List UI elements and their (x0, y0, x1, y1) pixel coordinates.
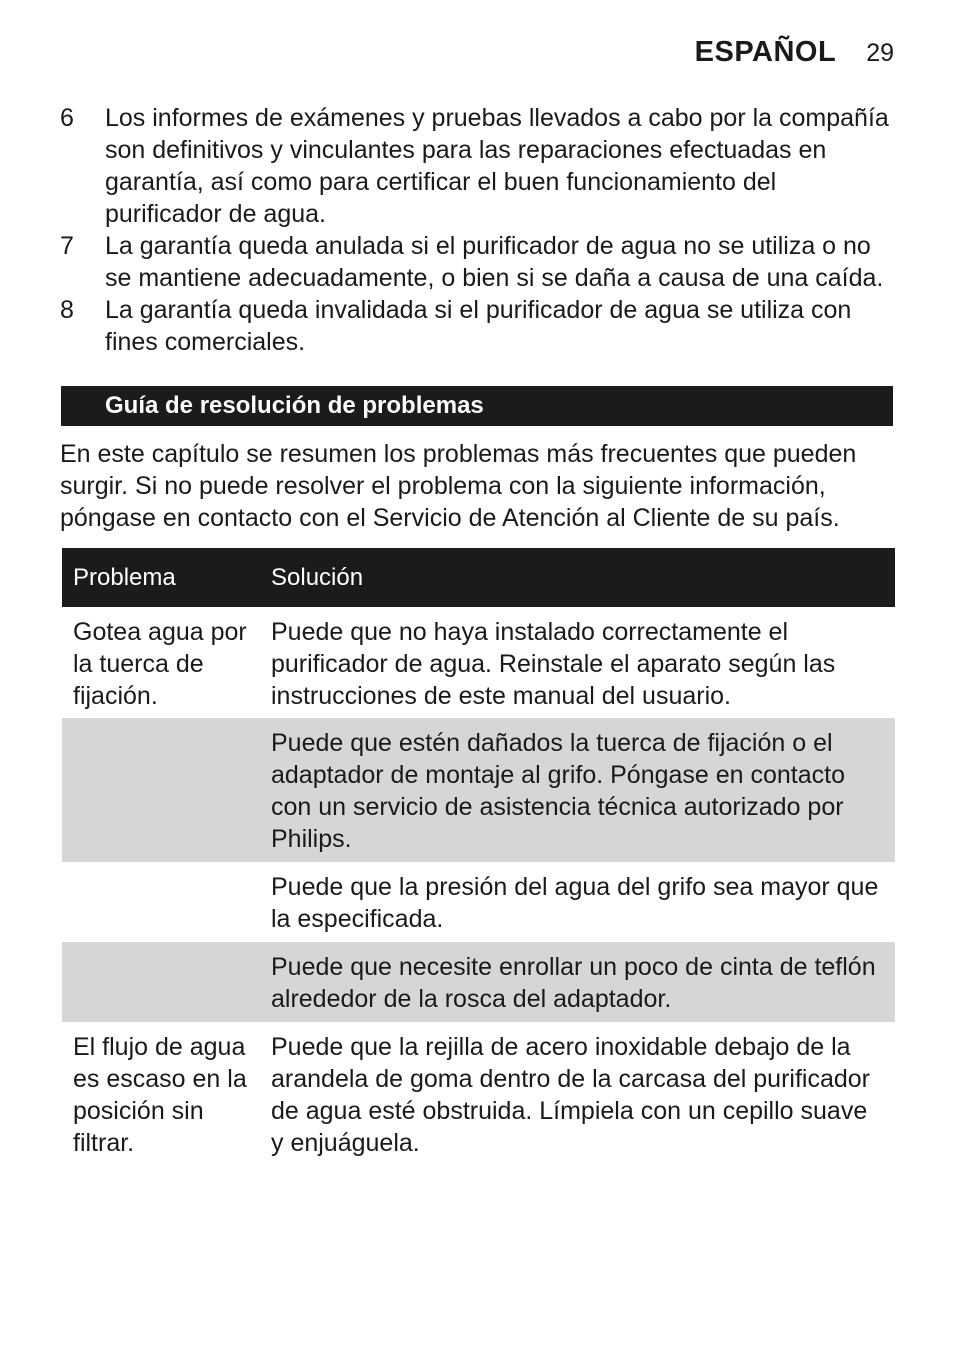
list-item-number: 7 (60, 232, 74, 260)
troubleshooting-table (62, 548, 895, 1159)
table-row (62, 1022, 895, 1159)
problem-cell (62, 871, 271, 942)
table-row (62, 607, 895, 718)
solution-cell: Puede que la presión del agua del grifo sea mayor que la especificada. (271, 873, 879, 933)
solution-cell: Puede que la rejilla de acero inoxidable debajo de la arandela de goma dentro de la carcasa del purificador de agua esté obstruida. Límpiela con un cepillo suave y enjuáguela. (271, 1033, 870, 1157)
header-solution: Solución (271, 563, 364, 591)
list-item-number: 8 (60, 296, 74, 324)
solution-cell: Puede que estén dañados la tuerca de fijación o el adaptador de montaje al grifo. Póngase en contacto con un servicio de asistencia técnica autorizado por Philips. (271, 729, 846, 853)
header-problem: Problema (73, 563, 176, 591)
table-header (62, 548, 895, 607)
page-header (695, 36, 894, 69)
list-item-text: La garantía queda anulada si el purificador de agua no se utiliza o no se mantiene adecuadamente, o bien si se daña a causa de una caída. (105, 232, 884, 292)
problem-cell (62, 951, 271, 1022)
problem-cell: El flujo de agua es escaso en la posición sin filtrar. (73, 1033, 247, 1157)
table-row (62, 862, 895, 942)
problem-cell (62, 727, 271, 862)
list-item-number: 6 (60, 104, 74, 132)
solution-cell: Puede que necesite enrollar un poco de cinta de teflón alrededor de la rosca del adaptador. (271, 953, 876, 1013)
solution-cell: Puede que no haya instalado correctamente el purificador de agua. Reinstale el aparato según las instrucciones de este manual del usuario. (271, 618, 836, 710)
problem-cell: Gotea agua por la tuerca de fijación. (73, 618, 247, 710)
list-item-text: Los informes de exámenes y pruebas llevados a cabo por la compañía son definitivos y vinculantes para las reparaciones efectuadas en garantía, así como para certificar el buen funcionamiento del purificador de agua. (105, 104, 889, 228)
list-item (60, 230, 894, 294)
language-label: ESPAÑOL (694, 36, 837, 68)
section-title: Guía de resolución de problemas (61, 386, 893, 426)
section-intro: En este capítulo se resumen los problemas más frecuentes que pueden surgir. Si no puede resolver el problema con la siguiente información, póngase en contacto con el Servicio de Atención al Cliente de su país. (60, 440, 857, 532)
warranty-list (60, 102, 894, 358)
list-item (60, 294, 894, 358)
page-number: 29 (866, 39, 894, 67)
table-row (62, 718, 895, 862)
list-item (60, 102, 894, 230)
table-row (62, 942, 895, 1022)
list-item-text: La garantía queda invalidada si el purificador de agua se utiliza con fines comerciales. (105, 296, 852, 356)
